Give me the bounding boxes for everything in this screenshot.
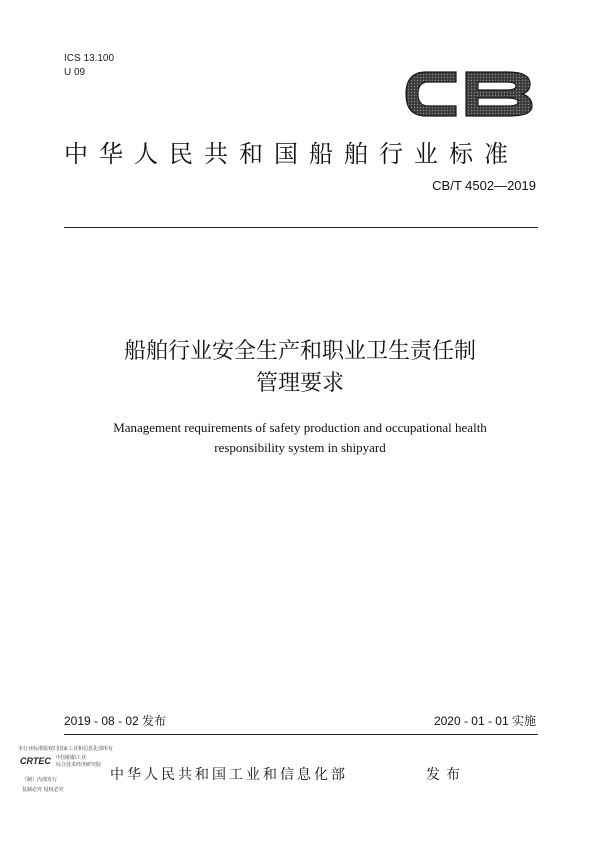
stamp-org-line2: 综合技术经济研究院 <box>56 762 102 768</box>
bottom-divider <box>64 734 538 735</box>
cb-logo <box>398 64 538 124</box>
stamp-rights-line: 复制必究 侵权必究 <box>22 787 64 793</box>
publisher-stamp <box>18 746 114 804</box>
english-title <box>0 418 600 458</box>
english-title-line2: responsibility system in shipyard <box>214 440 386 455</box>
top-divider <box>64 227 538 228</box>
publishing-authority: 中华人民共和国工业和信息化部 <box>110 767 348 783</box>
crtec-logo: CRTEC <box>20 756 51 766</box>
standard-number: CB/T 4502—2019 <box>432 178 536 193</box>
issue-date: 2019 - 08 - 02 发布 <box>64 714 167 728</box>
chinese-title <box>0 336 600 400</box>
stamp-org-line1: 中国船舶工业 <box>56 755 87 761</box>
issuing-industry-title: 中华人民共和国船舶行业标准 <box>64 140 519 168</box>
stamp-internal-line: （制）内部发行 <box>22 777 58 783</box>
english-title-line1: Management requirements of safety production and occupational health <box>113 420 487 435</box>
chinese-title-line1: 船舶行业安全生产和职业卫生责任制 <box>123 339 476 364</box>
implementation-date: 2020 - 01 - 01 实施 <box>433 714 536 728</box>
ccs-code: U 09 <box>64 67 86 78</box>
publish-label: 发布 <box>426 767 466 783</box>
stamp-copyright-line: 本行业标准版权归国家工业和信息化部所有 <box>18 746 114 752</box>
ics-code: ICS 13.100 <box>64 53 115 64</box>
chinese-title-line2: 管理要求 <box>255 371 344 396</box>
ics-classification <box>64 52 114 80</box>
cb-logo-graphic <box>406 72 532 116</box>
